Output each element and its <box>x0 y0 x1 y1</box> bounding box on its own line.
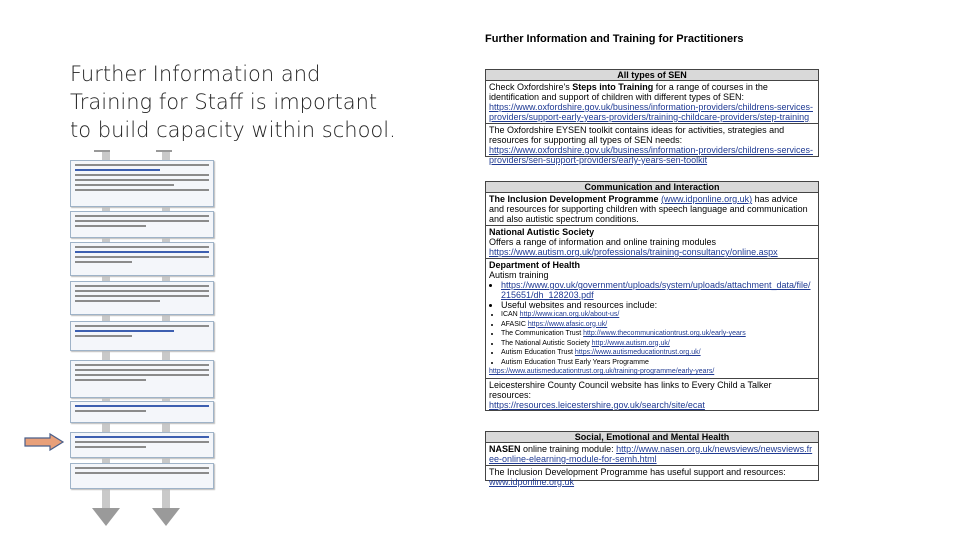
resources-list <box>489 310 815 367</box>
list-item: • ICAN http://www.ican.org.uk/about-us/ <box>501 310 815 320</box>
communication-header: Communication and Interaction <box>486 182 818 193</box>
communication-table: Communication and Interaction The Inclusion Development Programme (www.idponline.org.uk) has advice and resources for supporting children with speech language and communication and also autistic spectrum conditions. National Autistic Society Offers a range of information and online training modules https://www.autism.org.uk/professionals/training-consultancy/online.aspx Department of Health Autism training • https://www.gov.uk/government/uploads/system/uploads/attachment_data/file/215651/dh_128203.pdf • Useful websites and resources include: • ICAN http://www.ican.org.uk/about-us/ • AFASIC https://www.afasic.org.uk/ • The Communication Trust http://www.thecommunicationtrust.org.uk/early-years • The National Autistic Society http://www.autism.org.uk/ • Autism Education Trust https://www.autismeducationtrust.org.uk/ • Autism Education Trust Early Years Programme https://www.autismeducationtrust.org.uk/training-programme/early-years/ Leicestershire County Council website has links to Every Child a Talker resources: https://resources.leicestershire.gov.uk/search/site/ecat <box>485 181 819 411</box>
ecat-link[interactable]: https://resources.leicestershire.gov.uk/search/site/ecat <box>489 399 705 410</box>
flow-step-box <box>70 321 214 351</box>
flow-step-box <box>70 281 214 315</box>
flow-arrow-down-right <box>152 508 180 526</box>
flow-step-box <box>70 401 214 423</box>
doh-autism-link[interactable]: https://www.gov.uk/government/uploads/system/uploads/attachment_data/file/215651/dh_128203.pdf <box>501 280 811 300</box>
sen-header: All types of SEN <box>486 70 818 81</box>
sen-steps-cell: Check Oxfordshire's Steps into Training for a range of courses in the identification and support of children with different types of SEN: https://www.oxfordshire.gov.uk/business/information-providers/childrens-services-providers/support-early-years-providers/training-childcare-providers/step-training <box>486 81 818 124</box>
aet-early-years-link[interactable]: https://www.autismeducationtrust.org.uk/training-programme/early-years/ <box>489 368 715 375</box>
list-item: • The National Autistic Society http://www.autism.org.uk/ <box>501 339 815 349</box>
list-item: • The Communication Trust http://www.thecommunicationtrust.org.uk/early-years <box>501 329 815 339</box>
sen-toolkit-cell: The Oxfordshire EYSEN toolkit contains ideas for activities, strategies and resources for supporting all types of SEN needs: https://www.oxfordshire.gov.uk/business/information-providers/childrens-services-providers/sen-support-providers/early-years-sen-toolkit <box>489 125 813 165</box>
flow-step-box <box>70 242 214 276</box>
flow-arrow-down-left <box>92 508 120 526</box>
idp-semh-link[interactable]: www.idponline.org.uk <box>489 477 575 487</box>
semh-header: Social, Emotional and Mental Health <box>486 432 818 443</box>
document-heading: Further Information and Training for Practitioners <box>485 33 744 45</box>
list-item: • AFASIC https://www.afasic.org.uk/ <box>501 320 815 330</box>
flow-step-box <box>70 160 214 207</box>
process-flowchart-image <box>60 150 225 530</box>
steps-training-link[interactable]: https://www.oxfordshire.gov.uk/business/information-providers/childrens-services-providers/support-early-years-providers/training-childcare-providers/step-training <box>489 102 813 122</box>
nas-training-link[interactable]: https://www.autism.org.uk/professionals/training-consultancy/online.aspx <box>489 247 778 257</box>
list-item: • Autism Education Trust https://www.autismeducationtrust.org.uk/ <box>501 348 815 358</box>
flow-step-box <box>70 211 214 238</box>
pointer-arrow-icon <box>24 434 64 450</box>
eysen-toolkit-link[interactable]: https://www.oxfordshire.gov.uk/business/information-providers/childrens-services-providers/sen-support-providers/early-years-sen-toolkit <box>489 145 813 165</box>
flow-step-box <box>70 432 214 458</box>
list-item: • Autism Education Trust Early Years Programme <box>501 358 815 368</box>
slide-title: Further Information and Training for Staff is important to build capacity within school. <box>70 62 396 142</box>
idp-link[interactable]: (www.idponline.org.uk) <box>661 194 753 204</box>
semh-table: Social, Emotional and Mental Health NASEN online training module: http://www.nasen.org.uk/newsviews/newsviews.free-online-elearning-module-for-semh.html The Inclusion Development Programme has useful support and resources: www.idponline.org.uk <box>485 431 819 481</box>
sen-table <box>485 69 819 165</box>
flow-step-box <box>70 463 214 489</box>
nasen-module-link[interactable]: http://www.nasen.org.uk/newsviews/newsviews.free-online-elearning-module-for-semh.html <box>489 444 813 464</box>
flow-step-box <box>70 360 214 398</box>
